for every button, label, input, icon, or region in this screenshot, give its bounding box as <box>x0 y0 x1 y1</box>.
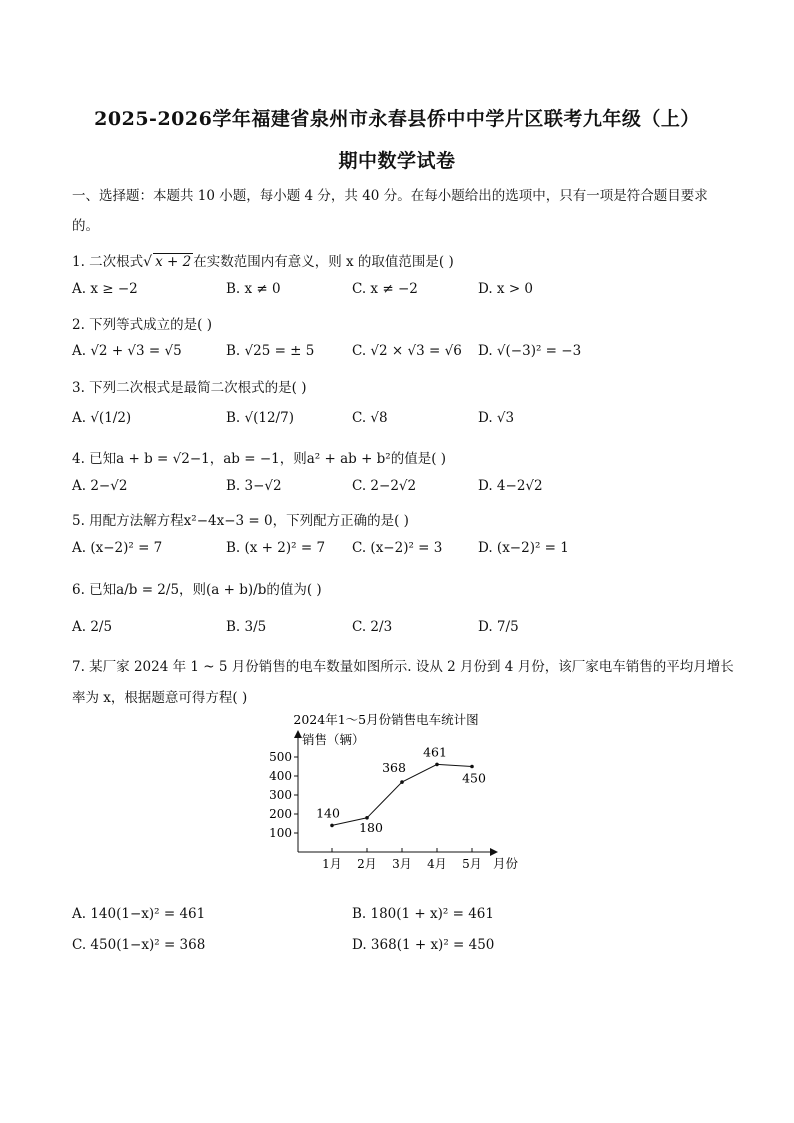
question-7-line1: 7. 某厂家 2024 年 1 ~ 5 月份销售的电车数量如图所示. 设从 2 月份到 4 月份，该厂家电车销售的平均月增长 <box>72 659 734 675</box>
q4-option-d: D. 4−2√2 <box>478 478 543 494</box>
q1-option-a: A. x ≥ −2 <box>72 281 138 297</box>
question-6: 6. 已知a/b = 2/5，则(a + b)/b的值为( ) <box>72 582 322 598</box>
q7-option-a: A. 140(1−x)² = 461 <box>72 906 206 922</box>
data-point <box>435 763 439 767</box>
x-tick-label: 2月 <box>357 857 377 871</box>
sales-line-chart <box>260 708 540 883</box>
y-tick-label: 500 <box>269 750 292 764</box>
y-tick-label: 300 <box>269 788 292 802</box>
q1-option-d: D. x > 0 <box>478 281 534 297</box>
q6-option-b: B. 3/5 <box>226 619 267 635</box>
q5-option-a: A. (x−2)² = 7 <box>72 540 163 556</box>
question-1 <box>72 250 454 270</box>
q3-option-c: C. √8 <box>352 410 388 426</box>
q5-option-b: B. (x + 2)² = 7 <box>226 540 326 556</box>
y-tick-label: 400 <box>269 769 292 783</box>
q1-option-c: C. x ≠ −2 <box>352 281 418 297</box>
x-tick-label: 5月 <box>462 857 482 871</box>
y-ticks <box>269 750 298 840</box>
x-ticks <box>322 848 482 871</box>
q2-option-b: B. √25 = ± 5 <box>226 343 315 359</box>
q7-option-b: B. 180(1 + x)² = 461 <box>352 906 494 922</box>
question-7-line2: 率为 x，根据题意可得方程( ) <box>72 690 248 706</box>
data-label: 180 <box>359 819 383 835</box>
section-intro: 一、选择题：本题共 10 小题，每小题 4 分，共 40 分。在每小题给出的选项中，只有一项是符合题目要求的。 <box>72 188 708 234</box>
x-tick-label: 4月 <box>427 857 447 871</box>
q2-option-d: D. √(−3)² = −3 <box>478 343 582 359</box>
q5-option-c: C. (x−2)² = 3 <box>352 540 443 556</box>
x-axis-arrow-icon <box>490 848 498 856</box>
data-label: 461 <box>423 744 447 760</box>
q2-option-c: C. √2 × √3 = √6 <box>352 343 462 359</box>
question-5: 5. 用配方法解方程x²−4x−3 = 0，下列配方正确的是( ) <box>72 513 409 529</box>
data-labels <box>316 744 486 834</box>
question-1-post: 在实数范围内有意义，则 x 的取值范围是( ) <box>193 254 454 270</box>
q7-option-c: C. 450(1−x)² = 368 <box>72 937 206 953</box>
question-1-radicand: x + 2 <box>155 254 192 270</box>
sqrt-icon: √ <box>143 254 153 270</box>
chart-title: 2024年1～5月份销售电车统计图 <box>293 712 479 727</box>
question-1-pre: 1. 二次根式 <box>72 254 144 270</box>
y-tick-label: 200 <box>269 807 292 821</box>
data-point <box>400 780 404 784</box>
q4-option-a: A. 2−√2 <box>72 478 128 494</box>
q4-option-b: B. 3−√2 <box>226 478 282 494</box>
q1-option-b: B. x ≠ 0 <box>226 281 281 297</box>
x-tick-label: 3月 <box>392 857 412 871</box>
question-2: 2. 下列等式成立的是( ) <box>72 317 212 333</box>
exam-title-line2: 期中数学试卷 <box>338 150 456 172</box>
chart-xlabel: 月份 <box>493 856 519 871</box>
chart-ylabel: 销售（辆） <box>302 732 365 747</box>
data-point <box>470 765 474 769</box>
q3-option-d: D. √3 <box>478 410 515 426</box>
q2-option-a: A. √2 + √3 = √5 <box>72 343 182 359</box>
q7-option-d: D. 368(1 + x)² = 450 <box>352 937 495 953</box>
q6-option-c: C. 2/3 <box>352 619 393 635</box>
q3-option-b: B. √(12/7) <box>226 410 294 426</box>
y-axis-arrow-icon <box>294 730 302 738</box>
data-label: 450 <box>462 770 486 786</box>
q6-option-a: A. 2/5 <box>72 619 113 635</box>
x-tick-label: 1月 <box>322 857 342 871</box>
data-point <box>330 824 334 828</box>
data-label: 368 <box>382 760 406 776</box>
question-3: 3. 下列二次根式是最简二次根式的是( ) <box>72 380 307 396</box>
question-4: 4. 已知a + b = √2−1，ab = −1，则a² + ab + b²的值是( ) <box>72 451 447 467</box>
data-label: 140 <box>316 805 340 821</box>
q6-option-d: D. 7/5 <box>478 619 519 635</box>
exam-title-line1: 2025-2026学年福建省泉州市永春县侨中中学片区联考九年级（上） <box>94 108 700 130</box>
y-tick-label: 100 <box>269 826 292 840</box>
q5-option-d: D. (x−2)² = 1 <box>478 540 569 556</box>
q4-option-c: C. 2−2√2 <box>352 478 417 494</box>
q3-option-a: A. √(1/2) <box>72 410 132 426</box>
